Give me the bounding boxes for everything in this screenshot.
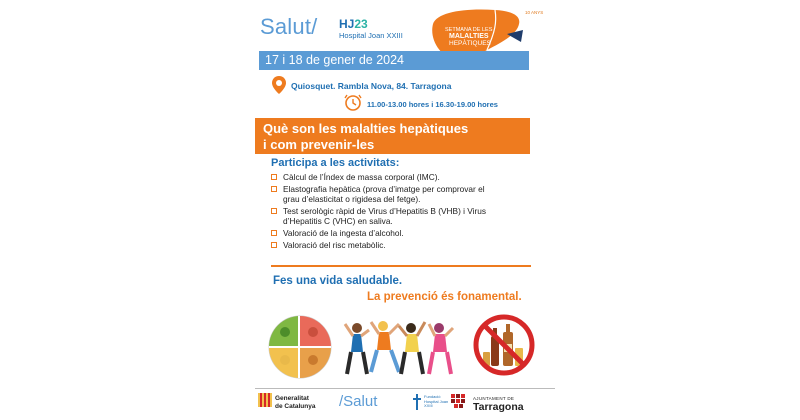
ajuntament-logo-icon <box>451 394 469 408</box>
headline-line1: Què son les malalties hepàtiques <box>263 121 469 136</box>
activity-text-cont: d’Hepatitis C (VHC) en saliva. <box>283 216 393 227</box>
slogan-line2: La prevenció és fonamental. <box>367 291 522 303</box>
activity-text: Càlcul de l’Índex de massa corporal (IMC). <box>283 172 440 182</box>
event-hours: 11.00-13.00 hores i 16.30-19.00 hores <box>367 100 498 109</box>
hj-number: 23 <box>354 17 368 31</box>
activity-text: Elastografia hepàtica (prova d’imatge per comprovar el <box>283 183 485 194</box>
clock-icon <box>343 93 363 111</box>
location-pin-icon <box>271 75 287 95</box>
salut-brand: Salut/ <box>260 14 318 39</box>
activity-text: Valoració de la ingesta d’alcohol. <box>283 227 404 238</box>
checkbox-icon <box>271 230 277 236</box>
healthy-plate-illustration <box>267 314 333 380</box>
divider <box>271 265 531 267</box>
checkbox-icon <box>271 174 277 180</box>
campaign-line1: SETMANA DE LES <box>445 27 493 33</box>
slogan-line1: Fes una vida saludable. <box>273 275 403 287</box>
fundacio-text: Fundació Hospital Joan XXIII <box>424 394 449 409</box>
fundacio-logo-icon <box>412 393 422 411</box>
generalitat-line2: de Catalunya <box>275 403 316 410</box>
event-address: Quiosquet. Rambla Nova, 84. Tarragona <box>291 81 452 91</box>
footer-divider <box>255 388 555 389</box>
generalitat-line1: Generalitat <box>275 395 309 402</box>
footer-salut: /Salut <box>339 393 378 410</box>
hj23-logo <box>339 17 368 31</box>
activity-text-cont: grau d’elasticitat o rigidesa del fetge). <box>283 194 421 205</box>
ajuntament-line1: AJUNTAMENT DE <box>473 396 515 401</box>
activity-item <box>271 172 531 183</box>
checkbox-icon <box>271 186 277 192</box>
activity-text: Test serològic ràpid de Virus d’Hepatitis B (VHB) i Virus <box>283 205 487 216</box>
headline-line2: i com prevenir-les <box>263 137 375 152</box>
hospital-name: Hospital Joan XXIII <box>339 31 403 40</box>
anniversary-text: 10 ANYS <box>525 10 544 15</box>
poster <box>255 0 555 420</box>
hj-prefix: HJ <box>339 17 355 31</box>
activity-text: Valoració del risc metabòlic. <box>283 239 386 250</box>
activities-title: Participa a les activitats: <box>271 157 400 169</box>
no-alcohol-icon <box>473 314 535 376</box>
generalitat-logo-icon <box>258 393 272 407</box>
activity-item <box>271 240 531 251</box>
ajuntament-line2: Tarragona <box>473 401 524 413</box>
activities-list <box>271 172 531 251</box>
activity-item <box>271 206 531 227</box>
exercise-people-illustration <box>343 316 455 382</box>
activity-item <box>271 184 531 205</box>
checkbox-icon <box>271 242 277 248</box>
checkbox-icon <box>271 208 277 214</box>
event-date-bar: 17 i 18 de gener de 2024 <box>259 51 529 70</box>
activity-item <box>271 228 531 239</box>
campaign-line3: HEPÀTIQUES <box>449 40 491 47</box>
campaign-line2: MALALTIES <box>449 33 489 40</box>
